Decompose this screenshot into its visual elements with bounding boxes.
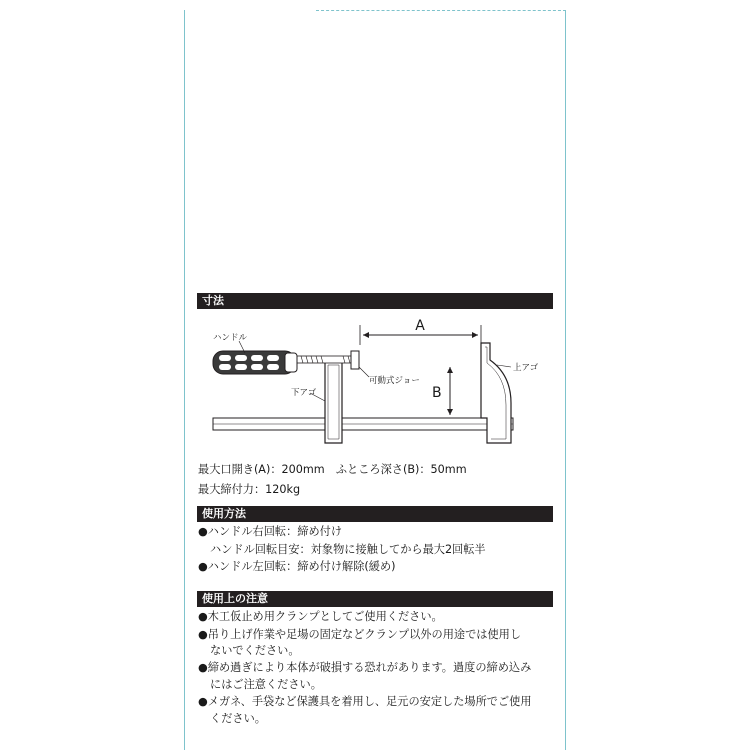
section-header-dimensions: 寸法	[197, 293, 553, 309]
section-header-usage: 使用方法	[197, 506, 553, 522]
movable-jaw-label: 可動式ジョー	[369, 376, 420, 386]
caution-line-4: ●締め過ぎにより本体が破損する恐れがあります。過度の締め込み	[198, 661, 532, 674]
usage-line-1: ●ハンドル右回転：締め付け	[198, 525, 343, 538]
upper-jaw-label: 上アゴ	[513, 363, 539, 373]
spec-line-2: 最大締付力：120kg	[198, 483, 301, 496]
caution-line-1: ●木工仮止め用クランプとしてご使用ください。	[198, 610, 443, 623]
handle-shape	[213, 351, 297, 374]
caution-line-3: ないでください。	[210, 644, 300, 657]
clamp-diagram	[197, 315, 553, 455]
lower-jaw-label: 下アゴ	[291, 388, 317, 398]
handle-label: ハンドル	[213, 333, 248, 343]
dashed-edge	[316, 10, 566, 11]
movable-jaw	[351, 351, 359, 369]
dimension-a-label: A	[415, 318, 425, 334]
spec-line-1: 最大口開き(A)：200mm ふところ深さ(B)：50mm	[198, 463, 467, 476]
dimension-b-label: B	[432, 385, 442, 401]
caution-line-6: ●メガネ、手袋など保護具を着用し、足元の安定した場所でご使用	[198, 695, 532, 708]
caution-line-5: にはご注意ください。	[210, 678, 322, 691]
caution-line-7: ください。	[210, 712, 266, 725]
usage-line-3: ●ハンドル左回転：締め付け解除(緩め)	[198, 560, 396, 573]
caution-line-2: ●吊り上げ作業や足場の固定などクランプ以外の用途では使用し	[198, 628, 522, 641]
section-header-cautions: 使用上の注意	[197, 591, 553, 607]
usage-line-2: ハンドル回転目安：対象物に接触してから最大2回転半	[210, 543, 486, 556]
lower-jaw-body	[325, 360, 342, 443]
